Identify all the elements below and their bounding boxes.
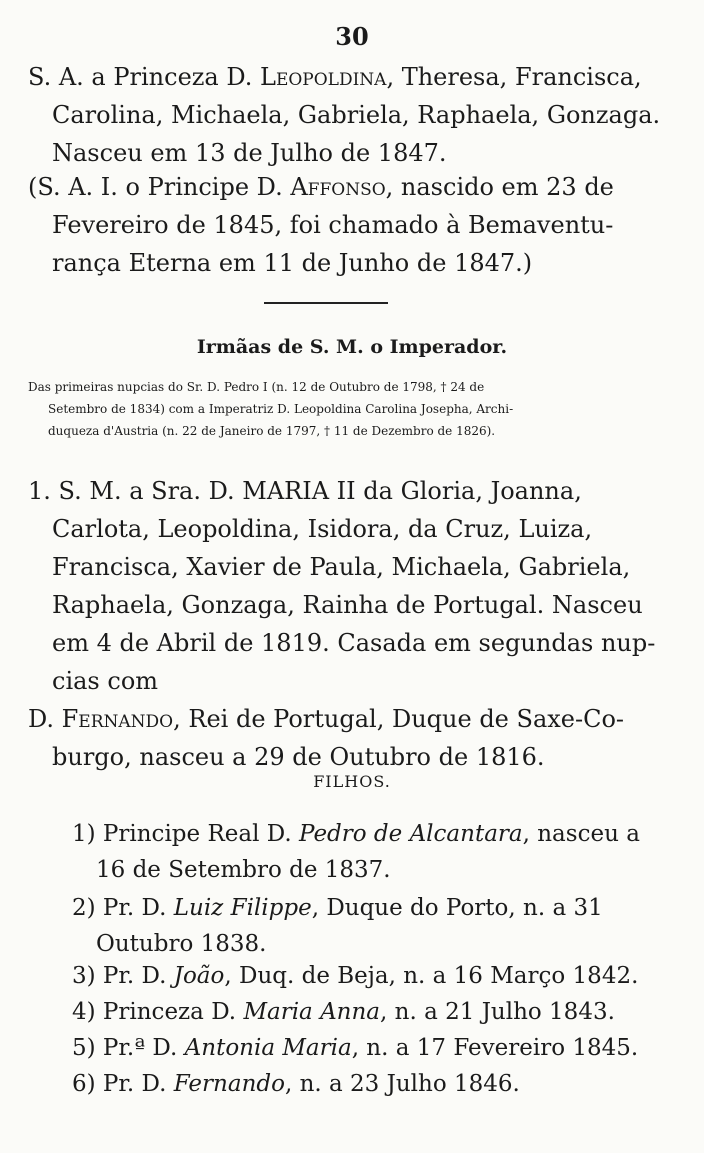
section-heading: Irmãas de S. M. o Imperador. [196, 336, 508, 358]
text-line: 6) Pr. D. Fernando, n. a 23 Julho 1846. [72, 1071, 520, 1097]
king-name: Fernando [61, 705, 174, 733]
entry-maria-ii [28, 472, 656, 700]
text-line: 16 de Setembro de 1837. [96, 857, 391, 883]
child-entry [72, 994, 682, 1030]
entry-princess-leopoldina [28, 58, 661, 172]
text-line: burgo, nasceu a 29 de Outubro de 1816. [52, 743, 545, 771]
text-line: Fevereiro de 1845, foi chamado à Bemaventu- [52, 211, 614, 239]
text-line: 5) Pr.ª D. Antonia Maria, n. a 17 Fevereiro 1845. [72, 1035, 639, 1061]
entry-dom-fernando [28, 700, 648, 776]
princess-name: Leopoldina [260, 63, 387, 91]
note-line: duqueza d'Austria (n. 22 de Janeiro de 1797, † 11 de Dezembro de 1826). [48, 424, 496, 438]
text-line: (S. A. I. o Principe D. Affonso, nascido em 23 de [28, 173, 614, 201]
note-line: Das primeiras nupcias do Sr. D. Pedro I (n. 12 de Outubro de 1798, † 24 de [28, 380, 485, 394]
children-heading: FILHOS. [313, 772, 391, 791]
text-line: Nasceu em 13 de Julho de 1847. [52, 139, 447, 167]
child-entry [72, 1030, 682, 1066]
child-name: Antonia Maria [184, 1035, 352, 1061]
text-line: 1. S. M. a Sra. D. MARIA II da Gloria, Joanna, [28, 477, 582, 505]
text-line: rança Eterna em 11 de Junho de 1847.) [52, 249, 533, 277]
child-entry [72, 890, 682, 962]
child-name: Maria Anna [243, 999, 381, 1025]
child-name: João [173, 963, 225, 989]
text-line: 1) Principe Real D. Pedro de Alcantara, nasceu a [72, 821, 640, 847]
page-number: 30 [335, 22, 369, 51]
child-name: Luiz Filippe [173, 895, 312, 921]
child-name: Pedro de Alcantara [299, 821, 523, 847]
text-line: 2) Pr. D. Luiz Filippe, Duque do Porto, n. a 31 [72, 895, 603, 921]
footnote-paragraph [28, 376, 668, 442]
prince-name: Affonso [290, 173, 386, 201]
text-line: Francisca, Xavier de Paula, Michaela, Gabriela, [52, 553, 631, 581]
text-line: D. Fernando, Rei de Portugal, Duque de Saxe-Co- [28, 705, 625, 733]
text-line: 4) Princeza D. Maria Anna, n. a 21 Julho 1843. [72, 999, 615, 1025]
child-entry [72, 1066, 682, 1102]
text-line: Carolina, Michaela, Gabriela, Raphaela, Gonzaga. [52, 101, 661, 129]
text-line: em 4 de Abril de 1819. Casada em segundas nup- [52, 629, 656, 657]
text-line: Raphaela, Gonzaga, Rainha de Portugal. Nasceu [52, 591, 643, 619]
child-entry [72, 958, 682, 994]
entry-prince-affonso [28, 168, 648, 282]
text-line: Outubro 1838. [96, 931, 267, 957]
text-line: 3) Pr. D. João, Duq. de Beja, n. a 16 Março 1842. [72, 963, 639, 989]
child-name: Fernando [173, 1071, 285, 1097]
text-line: Carlota, Leopoldina, Isidora, da Cruz, Luiza, [52, 515, 593, 543]
note-line: Setembro de 1834) com a Imperatriz D. Leopoldina Carolina Josepha, Archi- [48, 402, 514, 416]
text-line: cias com [52, 667, 159, 695]
section-divider [264, 302, 388, 304]
text-line: S. A. a Princeza D. Leopoldina, Theresa, Francisca, [28, 63, 642, 91]
child-entry [72, 816, 682, 888]
